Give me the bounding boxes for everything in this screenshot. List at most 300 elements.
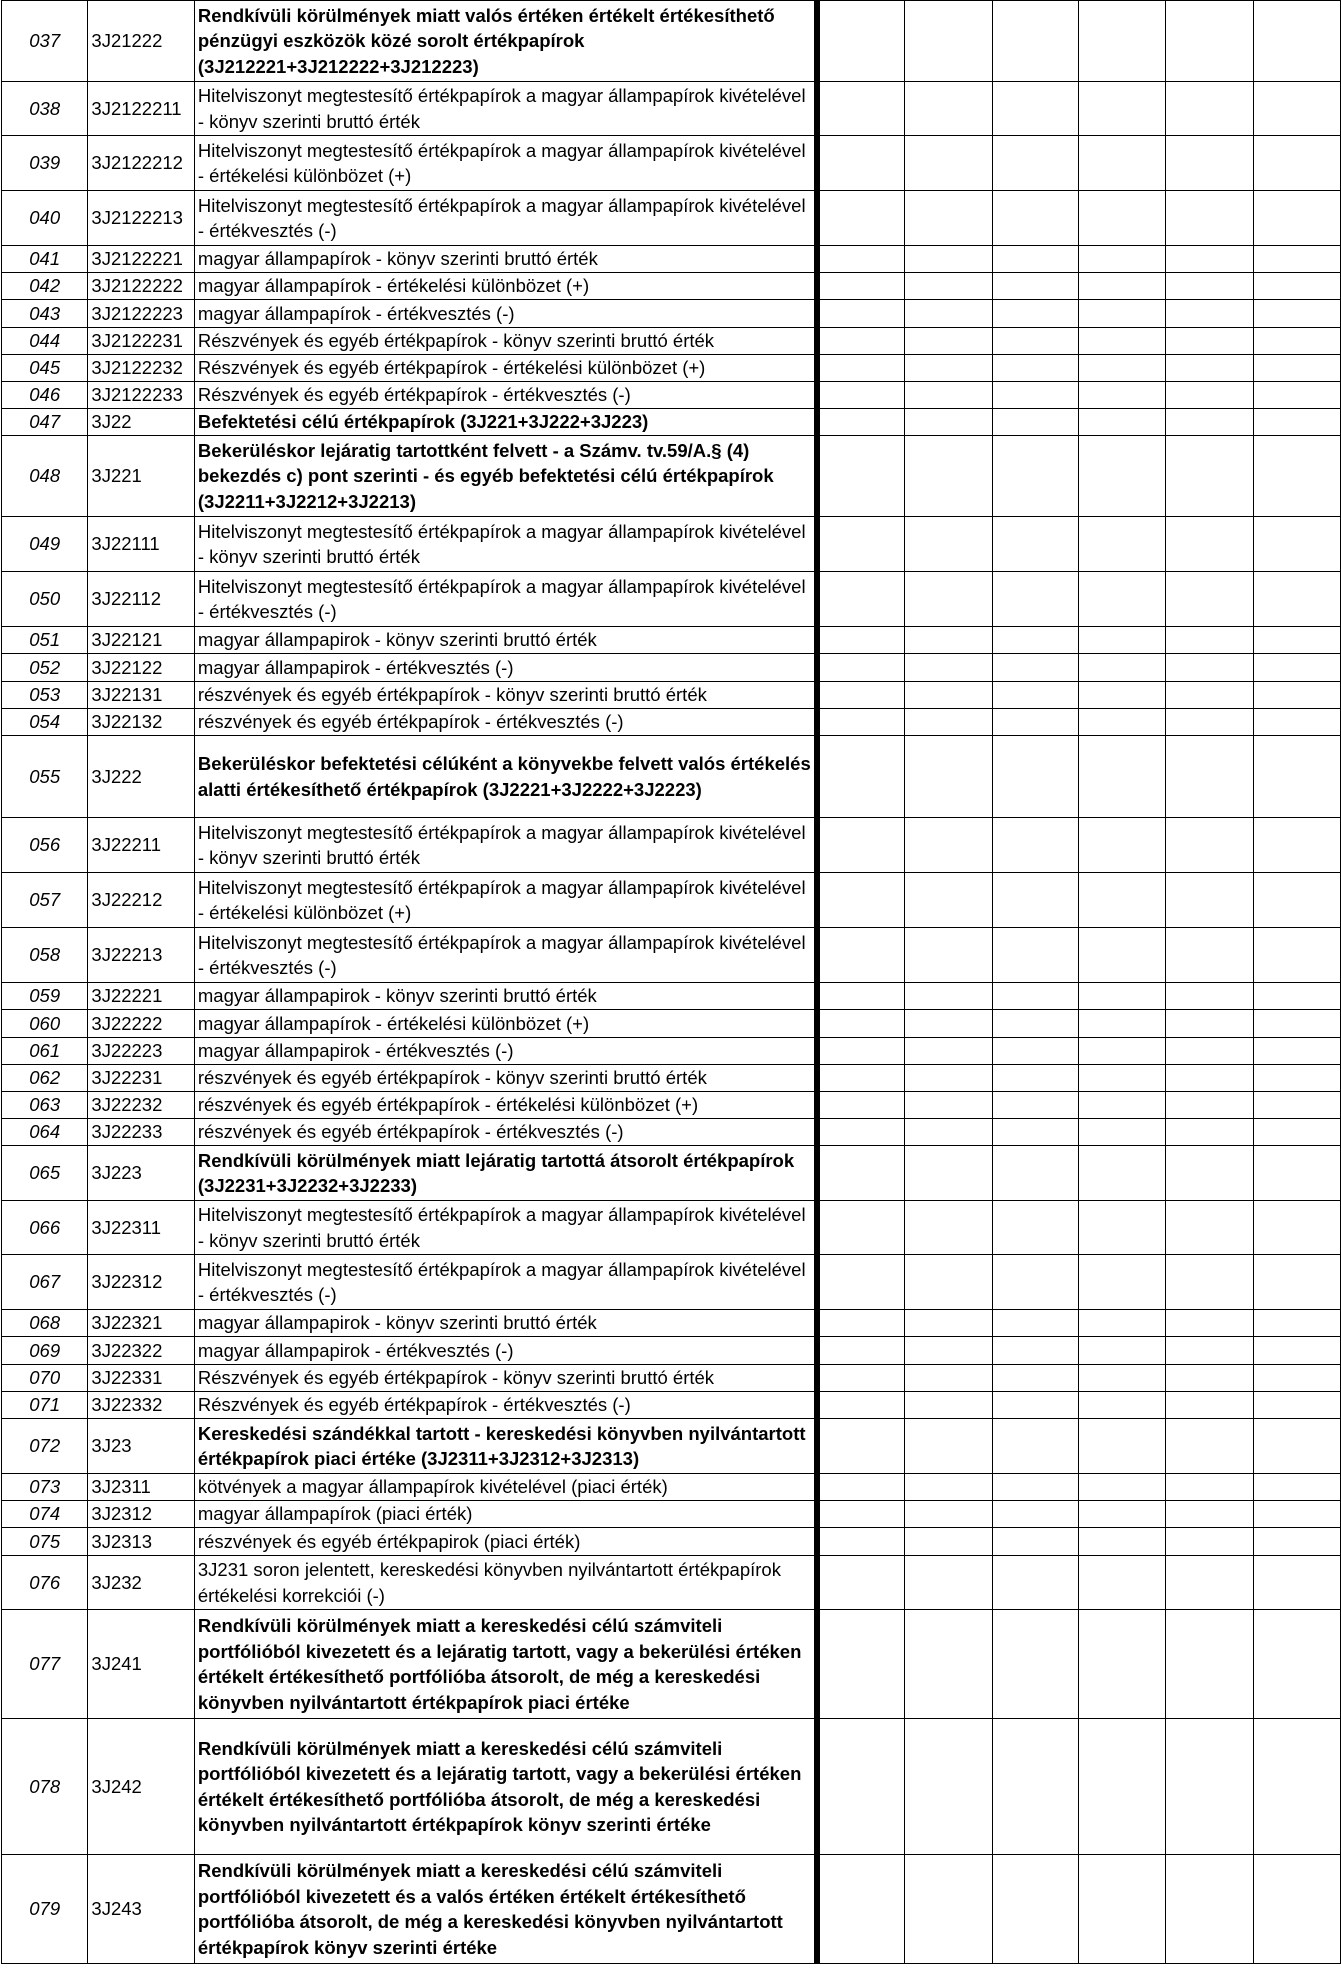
- row-description: részvények és egyéb értékpapirok (piaci érték): [194, 1528, 815, 1556]
- value-cell-1: [818, 355, 904, 382]
- row-description: magyar állampapírok - könyv szerinti bruttó érték: [194, 246, 815, 273]
- value-cell-1: [818, 1, 904, 82]
- row-code: 3J22322: [88, 1337, 194, 1365]
- value-cell-4: [1079, 409, 1166, 436]
- table-row: [2, 1310, 1341, 1337]
- value-cell-5: [1166, 1392, 1253, 1419]
- value-cell-2: [905, 654, 992, 682]
- row-number: 073: [2, 1474, 88, 1501]
- value-cell-6: [1253, 273, 1340, 300]
- value-cell-6: [1253, 1310, 1340, 1337]
- row-number: 055: [2, 736, 88, 818]
- value-cell-1: [818, 136, 904, 191]
- value-cell-4: [1079, 1528, 1166, 1556]
- value-cell-2: [905, 1419, 992, 1474]
- value-cell-3: [992, 983, 1078, 1010]
- row-number: 038: [2, 82, 88, 136]
- value-cell-2: [905, 572, 992, 627]
- value-cell-5: [1166, 355, 1253, 382]
- value-cell-5: [1166, 1610, 1253, 1719]
- value-cell-1: [818, 1146, 904, 1201]
- row-description: részvények és egyéb értékpapírok - értékelési különbözet (+): [194, 1092, 815, 1119]
- value-cell-6: [1253, 1528, 1340, 1556]
- value-cell-2: [905, 1501, 992, 1528]
- value-cell-6: [1253, 1474, 1340, 1501]
- value-cell-5: [1166, 1365, 1253, 1392]
- row-code: 3J242: [88, 1719, 194, 1855]
- row-description: magyar állampapírok - értékelési különbözet (+): [194, 273, 815, 300]
- row-description: részvények és egyéb értékpapírok - értékvesztés (-): [194, 1119, 815, 1146]
- table-row: [2, 736, 1341, 818]
- row-number: 078: [2, 1719, 88, 1855]
- value-cell-2: [905, 1010, 992, 1038]
- row-description: Részvények és egyéb értékpapírok - könyv szerinti bruttó érték: [194, 1365, 815, 1392]
- value-cell-2: [905, 191, 992, 246]
- value-cell-1: [818, 328, 904, 355]
- value-cell-5: [1166, 627, 1253, 654]
- row-code: 3J2312: [88, 1501, 194, 1528]
- row-code: 3J22223: [88, 1038, 194, 1065]
- row-description: Rendkívüli körülmények miatt a kereskedési célú számviteli portfólióból kivezetett és a lejáratig tartott, vagy a bekerülési értéken értékelt értékesíthető portfólióba átsorolt, de még a kereskedési könyvben nyilvántartott értékpapírok piaci értéke: [194, 1610, 815, 1719]
- table-row: [2, 1092, 1341, 1119]
- row-number: 079: [2, 1855, 88, 1964]
- table-row: [2, 1528, 1341, 1556]
- value-cell-5: [1166, 1010, 1253, 1038]
- value-cell-4: [1079, 1119, 1166, 1146]
- value-cell-4: [1079, 572, 1166, 627]
- value-cell-4: [1079, 928, 1166, 983]
- row-number: 074: [2, 1501, 88, 1528]
- value-cell-1: [818, 928, 904, 983]
- row-description: Hitelviszonyt megtestesítő értékpapírok a magyar állampapírok kivételével - könyv szerinti bruttó érték: [194, 517, 815, 572]
- value-cell-4: [1079, 627, 1166, 654]
- value-cell-3: [992, 818, 1078, 873]
- value-cell-4: [1079, 682, 1166, 709]
- value-cell-2: [905, 517, 992, 572]
- row-code: 3J22211: [88, 818, 194, 873]
- value-cell-1: [818, 1255, 904, 1310]
- value-cell-6: [1253, 382, 1340, 409]
- value-cell-6: [1253, 1610, 1340, 1719]
- row-code: 3J22111: [88, 517, 194, 572]
- table-row: [2, 983, 1341, 1010]
- row-number: 068: [2, 1310, 88, 1337]
- value-cell-4: [1079, 300, 1166, 328]
- table-row: [2, 1201, 1341, 1255]
- row-description: Részvények és egyéb értékpapírok - értékelési különbözet (+): [194, 355, 815, 382]
- row-number: 040: [2, 191, 88, 246]
- value-cell-6: [1253, 300, 1340, 328]
- value-cell-4: [1079, 1501, 1166, 1528]
- value-cell-3: [992, 1501, 1078, 1528]
- table-row: [2, 1038, 1341, 1065]
- row-number: 069: [2, 1337, 88, 1365]
- row-code: 3J2122232: [88, 355, 194, 382]
- value-cell-5: [1166, 246, 1253, 273]
- table-row: [2, 1392, 1341, 1419]
- value-cell-4: [1079, 136, 1166, 191]
- value-cell-3: [992, 1038, 1078, 1065]
- value-cell-2: [905, 136, 992, 191]
- value-cell-2: [905, 1392, 992, 1419]
- value-cell-1: [818, 191, 904, 246]
- value-cell-6: [1253, 1556, 1340, 1610]
- value-cell-2: [905, 1855, 992, 1964]
- value-cell-1: [818, 1719, 904, 1855]
- value-cell-2: [905, 1365, 992, 1392]
- row-number: 076: [2, 1556, 88, 1610]
- value-cell-4: [1079, 1719, 1166, 1855]
- value-cell-4: [1079, 1610, 1166, 1719]
- value-cell-3: [992, 1337, 1078, 1365]
- value-cell-2: [905, 273, 992, 300]
- row-code: 3J22131: [88, 682, 194, 709]
- value-cell-5: [1166, 1065, 1253, 1092]
- value-cell-1: [818, 300, 904, 328]
- value-cell-4: [1079, 1855, 1166, 1964]
- row-code: 3J22311: [88, 1201, 194, 1255]
- value-cell-2: [905, 627, 992, 654]
- value-cell-6: [1253, 654, 1340, 682]
- value-cell-2: [905, 983, 992, 1010]
- value-cell-2: [905, 1119, 992, 1146]
- value-cell-5: [1166, 82, 1253, 136]
- value-cell-1: [818, 1310, 904, 1337]
- value-cell-1: [818, 654, 904, 682]
- value-cell-2: [905, 1610, 992, 1719]
- row-code: 3J241: [88, 1610, 194, 1719]
- table-row: [2, 1419, 1341, 1474]
- value-cell-4: [1079, 736, 1166, 818]
- value-cell-5: [1166, 1201, 1253, 1255]
- table-row: [2, 1119, 1341, 1146]
- value-cell-2: [905, 1255, 992, 1310]
- row-description: Rendkívüli körülmények miatt a kereskedési célú számviteli portfólióból kivezetett és a lejáratig tartott, vagy a bekerülési értéken értékelt értékesíthető portfólióba átsorolt, de még a kereskedési könyvben nyilvántartott értékpapírok könyv szerinti értéke: [194, 1719, 815, 1855]
- value-cell-3: [992, 1010, 1078, 1038]
- row-code: 3J22213: [88, 928, 194, 983]
- value-cell-5: [1166, 928, 1253, 983]
- row-code: 3J22232: [88, 1092, 194, 1119]
- value-cell-1: [818, 1855, 904, 1964]
- value-cell-1: [818, 1038, 904, 1065]
- table-row: [2, 1, 1341, 82]
- value-cell-1: [818, 1556, 904, 1610]
- value-cell-1: [818, 246, 904, 273]
- row-code: 3J22321: [88, 1310, 194, 1337]
- value-cell-3: [992, 1855, 1078, 1964]
- value-cell-3: [992, 1065, 1078, 1092]
- value-cell-1: [818, 82, 904, 136]
- value-cell-3: [992, 709, 1078, 736]
- value-cell-4: [1079, 983, 1166, 1010]
- value-cell-4: [1079, 1038, 1166, 1065]
- value-cell-6: [1253, 818, 1340, 873]
- value-cell-5: [1166, 818, 1253, 873]
- value-cell-5: [1166, 1528, 1253, 1556]
- value-cell-6: [1253, 191, 1340, 246]
- value-cell-2: [905, 1719, 992, 1855]
- value-cell-3: [992, 627, 1078, 654]
- row-description: Bekerüléskor befektetési célúként a könyvekbe felvett valós értékelés alatti értékesíthető értékpapírok (3J2221+3J2222+3J2223): [194, 736, 815, 818]
- value-cell-1: [818, 873, 904, 928]
- value-cell-1: [818, 1010, 904, 1038]
- value-cell-5: [1166, 136, 1253, 191]
- value-cell-6: [1253, 736, 1340, 818]
- table-row: [2, 1255, 1341, 1310]
- table-row: [2, 1719, 1341, 1855]
- value-cell-2: [905, 873, 992, 928]
- value-cell-6: [1253, 873, 1340, 928]
- value-cell-2: [905, 1310, 992, 1337]
- row-description: magyar állampapírok - értékelési különbözet (+): [194, 1010, 815, 1038]
- value-cell-5: [1166, 1337, 1253, 1365]
- value-cell-6: [1253, 409, 1340, 436]
- value-cell-6: [1253, 1855, 1340, 1964]
- table-row: [2, 1065, 1341, 1092]
- value-cell-2: [905, 1474, 992, 1501]
- row-description: Hitelviszonyt megtestesítő értékpapírok a magyar állampapírok kivételével - értékelési különbözet (+): [194, 873, 815, 928]
- row-description: Részvények és egyéb értékpapírok - könyv szerinti bruttó érték: [194, 328, 815, 355]
- value-cell-2: [905, 382, 992, 409]
- value-cell-1: [818, 1337, 904, 1365]
- value-cell-4: [1079, 355, 1166, 382]
- value-cell-4: [1079, 436, 1166, 517]
- table-row: [2, 382, 1341, 409]
- value-cell-2: [905, 928, 992, 983]
- value-cell-5: [1166, 572, 1253, 627]
- value-cell-3: [992, 928, 1078, 983]
- value-cell-6: [1253, 355, 1340, 382]
- value-cell-1: [818, 1201, 904, 1255]
- value-cell-3: [992, 82, 1078, 136]
- value-cell-5: [1166, 1255, 1253, 1310]
- table-row: [2, 627, 1341, 654]
- table-row: [2, 517, 1341, 572]
- row-description: részvények és egyéb értékpapírok - könyv szerinti bruttó érték: [194, 1065, 815, 1092]
- value-cell-5: [1166, 682, 1253, 709]
- value-cell-5: [1166, 1474, 1253, 1501]
- value-cell-4: [1079, 382, 1166, 409]
- row-code: 3J243: [88, 1855, 194, 1964]
- row-number: 063: [2, 1092, 88, 1119]
- row-description: Részvények és egyéb értékpapírok - értékvesztés (-): [194, 1392, 815, 1419]
- value-cell-3: [992, 1474, 1078, 1501]
- row-code: 3J221: [88, 436, 194, 517]
- value-cell-6: [1253, 1719, 1340, 1855]
- value-cell-6: [1253, 436, 1340, 517]
- value-cell-5: [1166, 873, 1253, 928]
- table-row: [2, 873, 1341, 928]
- value-cell-4: [1079, 1255, 1166, 1310]
- value-cell-3: [992, 1719, 1078, 1855]
- value-cell-2: [905, 436, 992, 517]
- row-number: 037: [2, 1, 88, 82]
- row-number: 047: [2, 409, 88, 436]
- row-description: Befektetési célú értékpapírok (3J221+3J222+3J223): [194, 409, 815, 436]
- value-cell-2: [905, 1065, 992, 1092]
- row-number: 070: [2, 1365, 88, 1392]
- table-row: [2, 1610, 1341, 1719]
- row-description: Bekerüléskor lejáratig tartottként felvett - a Számv. tv.59/A.§ (4) bekezdés c) pont szerinti - és egyéb befektetési célú értékpapírok (3J2211+3J2212+3J2213): [194, 436, 815, 517]
- value-cell-4: [1079, 1010, 1166, 1038]
- value-cell-4: [1079, 1201, 1166, 1255]
- report-table: [1, 0, 1341, 1964]
- report-table-body: [2, 1, 1341, 1964]
- row-code: 3J2122233: [88, 382, 194, 409]
- row-number: 059: [2, 983, 88, 1010]
- row-description: Rendkívüli körülmények miatt a kereskedési célú számviteli portfólióból kivezetett és a valós értéken értékelt értékesíthető portfólióba átsorolt, de még a kereskedési könyvben nyilvántartott értékpapírok könyv szerinti értéke: [194, 1855, 815, 1964]
- row-code: 3J232: [88, 1556, 194, 1610]
- row-description: magyar állampapírok - értékvesztés (-): [194, 300, 815, 328]
- row-description: Hitelviszonyt megtestesítő értékpapírok a magyar állampapírok kivételével - könyv szerinti bruttó érték: [194, 82, 815, 136]
- row-description: Hitelviszonyt megtestesítő értékpapírok a magyar állampapírok kivételével - könyv szerinti bruttó érték: [194, 1201, 815, 1255]
- row-number: 052: [2, 654, 88, 682]
- value-cell-2: [905, 328, 992, 355]
- value-cell-5: [1166, 1038, 1253, 1065]
- row-number: 066: [2, 1201, 88, 1255]
- row-description: Hitelviszonyt megtestesítő értékpapírok a magyar állampapírok kivételével - értékelési különbözet (+): [194, 136, 815, 191]
- row-code: 3J22332: [88, 1392, 194, 1419]
- row-description: Hitelviszonyt megtestesítő értékpapírok a magyar állampapírok kivételével - értékvesztés (-): [194, 1255, 815, 1310]
- value-cell-5: [1166, 273, 1253, 300]
- row-code: 3J22233: [88, 1119, 194, 1146]
- value-cell-2: [905, 1337, 992, 1365]
- value-cell-6: [1253, 1146, 1340, 1201]
- value-cell-6: [1253, 1092, 1340, 1119]
- value-cell-3: [992, 1, 1078, 82]
- row-code: 3J22121: [88, 627, 194, 654]
- value-cell-3: [992, 654, 1078, 682]
- value-cell-6: [1253, 627, 1340, 654]
- value-cell-5: [1166, 382, 1253, 409]
- row-number: 051: [2, 627, 88, 654]
- value-cell-3: [992, 191, 1078, 246]
- value-cell-2: [905, 1201, 992, 1255]
- value-cell-4: [1079, 1092, 1166, 1119]
- row-code: 3J22: [88, 409, 194, 436]
- value-cell-5: [1166, 1092, 1253, 1119]
- value-cell-3: [992, 300, 1078, 328]
- value-cell-6: [1253, 1, 1340, 82]
- value-cell-1: [818, 1365, 904, 1392]
- table-row: [2, 273, 1341, 300]
- row-code: 3J23: [88, 1419, 194, 1474]
- value-cell-2: [905, 1038, 992, 1065]
- row-number: 053: [2, 682, 88, 709]
- table-row: [2, 436, 1341, 517]
- table-row: [2, 1146, 1341, 1201]
- row-number: 058: [2, 928, 88, 983]
- row-number: 045: [2, 355, 88, 382]
- row-description: magyar állampapirok - értékvesztés (-): [194, 1038, 815, 1065]
- value-cell-3: [992, 136, 1078, 191]
- row-code: 3J22221: [88, 983, 194, 1010]
- value-cell-6: [1253, 517, 1340, 572]
- value-cell-5: [1166, 1119, 1253, 1146]
- value-cell-2: [905, 709, 992, 736]
- value-cell-5: [1166, 654, 1253, 682]
- value-cell-1: [818, 409, 904, 436]
- row-number: 044: [2, 328, 88, 355]
- row-number: 056: [2, 818, 88, 873]
- value-cell-2: [905, 1556, 992, 1610]
- table-row: [2, 1365, 1341, 1392]
- row-number: 041: [2, 246, 88, 273]
- value-cell-5: [1166, 1556, 1253, 1610]
- value-cell-1: [818, 682, 904, 709]
- row-number: 060: [2, 1010, 88, 1038]
- value-cell-3: [992, 1610, 1078, 1719]
- row-description: Rendkívüli körülmények miatt valós értéken értékelt értékesíthető pénzügyi eszközök közé sorolt értékpapírok (3J212221+3J212222+3J212223): [194, 1, 815, 82]
- value-cell-6: [1253, 328, 1340, 355]
- value-cell-3: [992, 517, 1078, 572]
- value-cell-6: [1253, 1010, 1340, 1038]
- row-description: magyar állampapirok - könyv szerinti bruttó érték: [194, 1310, 815, 1337]
- value-cell-3: [992, 1556, 1078, 1610]
- row-number: 075: [2, 1528, 88, 1556]
- row-number: 071: [2, 1392, 88, 1419]
- row-description: magyar állampapirok - értékvesztés (-): [194, 1337, 815, 1365]
- table-row: [2, 654, 1341, 682]
- value-cell-5: [1166, 709, 1253, 736]
- value-cell-2: [905, 682, 992, 709]
- value-cell-6: [1253, 82, 1340, 136]
- value-cell-1: [818, 382, 904, 409]
- value-cell-1: [818, 736, 904, 818]
- value-cell-6: [1253, 1119, 1340, 1146]
- row-number: 043: [2, 300, 88, 328]
- value-cell-4: [1079, 1419, 1166, 1474]
- row-description: Hitelviszonyt megtestesítő értékpapírok a magyar állampapírok kivételével - könyv szerinti bruttó érték: [194, 818, 815, 873]
- table-row: [2, 246, 1341, 273]
- table-row: [2, 682, 1341, 709]
- row-description: magyar állampapirok - könyv szerinti bruttó érték: [194, 983, 815, 1010]
- value-cell-4: [1079, 1556, 1166, 1610]
- value-cell-6: [1253, 136, 1340, 191]
- value-cell-4: [1079, 1365, 1166, 1392]
- value-cell-3: [992, 873, 1078, 928]
- value-cell-6: [1253, 572, 1340, 627]
- value-cell-2: [905, 1092, 992, 1119]
- row-number: 077: [2, 1610, 88, 1719]
- value-cell-3: [992, 382, 1078, 409]
- row-description: kötvények a magyar állampapírok kivételével (piaci érték): [194, 1474, 815, 1501]
- value-cell-4: [1079, 1065, 1166, 1092]
- value-cell-3: [992, 682, 1078, 709]
- value-cell-6: [1253, 1501, 1340, 1528]
- value-cell-3: [992, 1392, 1078, 1419]
- value-cell-3: [992, 1201, 1078, 1255]
- value-cell-4: [1079, 709, 1166, 736]
- value-cell-3: [992, 1365, 1078, 1392]
- row-number: 057: [2, 873, 88, 928]
- row-code: 3J22222: [88, 1010, 194, 1038]
- value-cell-3: [992, 246, 1078, 273]
- row-number: 054: [2, 709, 88, 736]
- value-cell-3: [992, 436, 1078, 517]
- value-cell-5: [1166, 1855, 1253, 1964]
- value-cell-2: [905, 1, 992, 82]
- value-cell-6: [1253, 928, 1340, 983]
- table-row: [2, 82, 1341, 136]
- value-cell-5: [1166, 1501, 1253, 1528]
- value-cell-3: [992, 355, 1078, 382]
- value-cell-6: [1253, 1419, 1340, 1474]
- row-description: részvények és egyéb értékpapírok - értékvesztés (-): [194, 709, 815, 736]
- value-cell-1: [818, 572, 904, 627]
- value-cell-5: [1166, 191, 1253, 246]
- value-cell-2: [905, 82, 992, 136]
